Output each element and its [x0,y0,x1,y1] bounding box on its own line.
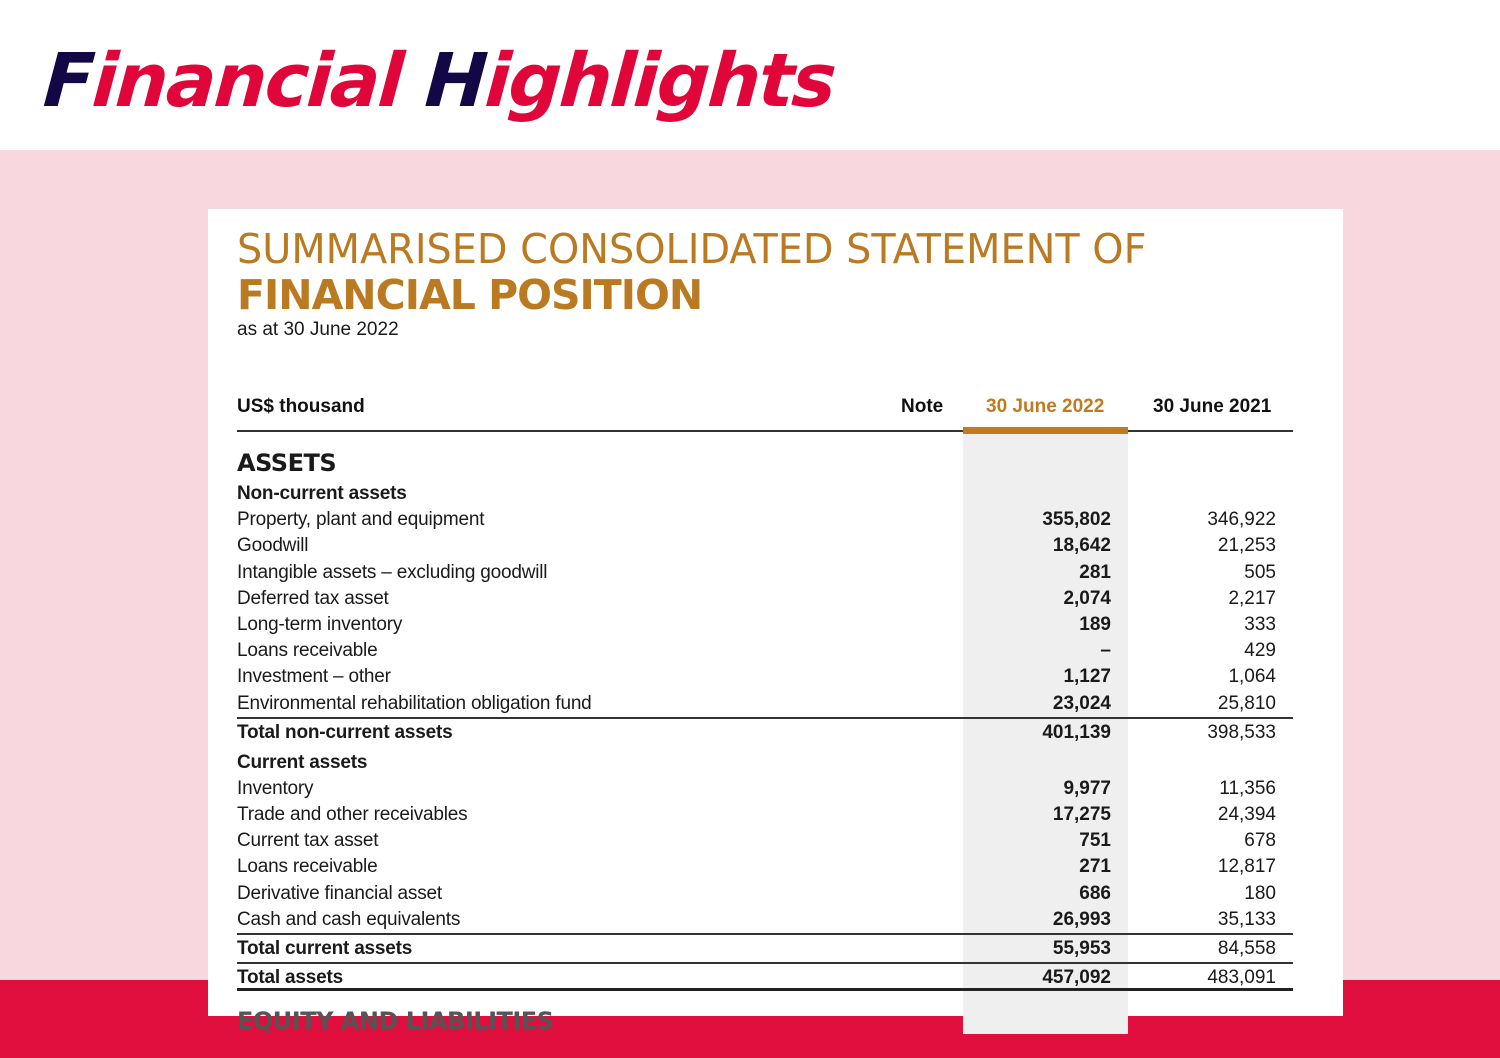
row-label: Environmental rehabilitation obligation fund [237,692,592,714]
total-row [237,717,1293,746]
row-label: Property, plant and equipment [237,509,485,531]
value-2021: 429 [1244,640,1276,662]
total-row [237,933,1293,962]
table-row [237,612,1293,638]
row-label: Current assets [237,751,368,773]
value-2022: 9,977 [1063,777,1111,799]
row-label: Investment – other [237,666,391,688]
value-2021: 21,253 [1217,535,1276,557]
row-label: Goodwill [237,535,309,557]
table-row [237,533,1293,559]
value-2021: 398,533 [1207,721,1276,743]
value-2022: 2,074 [1063,587,1111,609]
statement-title-line1: SUMMARISED CONSOLIDATED STATEMENT OF [237,225,1147,273]
title-rest-1: inancial [89,38,429,124]
row-label: Current tax asset [237,830,379,852]
row-label: Deferred tax asset [237,587,389,609]
table-row [237,776,1293,802]
subsection-heading [237,481,1293,507]
statement-card [208,209,1343,1035]
row-label: Inventory [237,777,314,799]
current-column-accent-bar [963,427,1128,434]
value-2021: 25,810 [1217,692,1276,714]
total-row [237,962,1293,991]
table-row [237,802,1293,828]
value-2021: 2,217 [1228,587,1276,609]
value-2021: 678 [1244,830,1276,852]
row-label: Non-current assets [237,483,407,504]
value-2022: 26,993 [1052,908,1111,930]
title-initial-f: F [40,38,96,124]
value-2021: 180 [1244,882,1276,904]
value-2022: 23,024 [1052,692,1111,714]
table-row [237,507,1293,533]
row-label: Trade and other receivables [237,804,468,826]
value-2022: 17,275 [1052,804,1111,826]
table-row [237,638,1293,664]
title-rest-2: ighlights [482,38,838,124]
value-2022: 18,642 [1052,535,1111,557]
table-row [237,854,1293,880]
value-2022: 189 [1079,613,1111,635]
value-2022: 686 [1079,882,1111,904]
value-2021: 346,922 [1207,509,1276,531]
column-header-2021: 30 June 2021 [1153,396,1272,417]
statement-title-line2: FINANCIAL POSITION [237,271,703,319]
value-2021: 505 [1244,561,1276,583]
value-2022: 457,092 [1042,967,1111,988]
table-row [237,907,1293,933]
value-2021: 24,394 [1217,804,1276,826]
table-row [237,691,1293,717]
value-2022: 281 [1079,561,1111,583]
value-2021: 11,356 [1219,777,1276,799]
value-2021: 333 [1244,613,1276,635]
value-2022: – [1100,640,1111,662]
header-divider [237,430,1293,432]
section-heading-equity-liabilities-cutoff: EQUITY AND LIABILITIES [237,1007,554,1035]
row-label: Long-term inventory [237,613,403,635]
value-2022: 751 [1079,830,1111,852]
table-row [237,586,1293,612]
table-row [237,560,1293,586]
statement-rows [237,481,1293,991]
row-label: Total non-current assets [237,721,453,743]
column-header-unit: US$ thousand [237,396,365,417]
column-header-note: Note [901,396,944,417]
value-2022: 355,802 [1042,509,1111,531]
title-initial-h: H [422,38,489,124]
table-row [237,828,1293,854]
value-2022: 401,139 [1042,721,1111,743]
section-heading-assets: ASSETS [237,449,337,477]
value-2022: 1,127 [1063,666,1111,688]
statement-date: as at 30 June 2022 [237,319,399,340]
value-2021: 1,064 [1228,666,1276,688]
row-label: Total assets [237,967,344,988]
value-2022: 55,953 [1052,938,1111,959]
subsection-heading [237,750,1293,776]
table-row [237,664,1293,690]
row-label: Derivative financial asset [237,882,442,904]
row-label: Loans receivable [237,640,378,662]
value-2021: 84,558 [1217,938,1276,959]
row-label: Total current assets [237,938,413,959]
value-2021: 483,091 [1207,967,1276,988]
value-2021: 12,817 [1217,856,1276,878]
column-header-2022: 30 June 2022 [986,396,1105,417]
row-label: Intangible assets – excluding goodwill [237,561,548,583]
page-title [40,38,838,124]
row-label: Cash and cash equivalents [237,908,461,930]
table-row [237,881,1293,907]
value-2021: 35,133 [1217,908,1276,930]
value-2022: 271 [1079,856,1111,878]
row-label: Loans receivable [237,856,378,878]
